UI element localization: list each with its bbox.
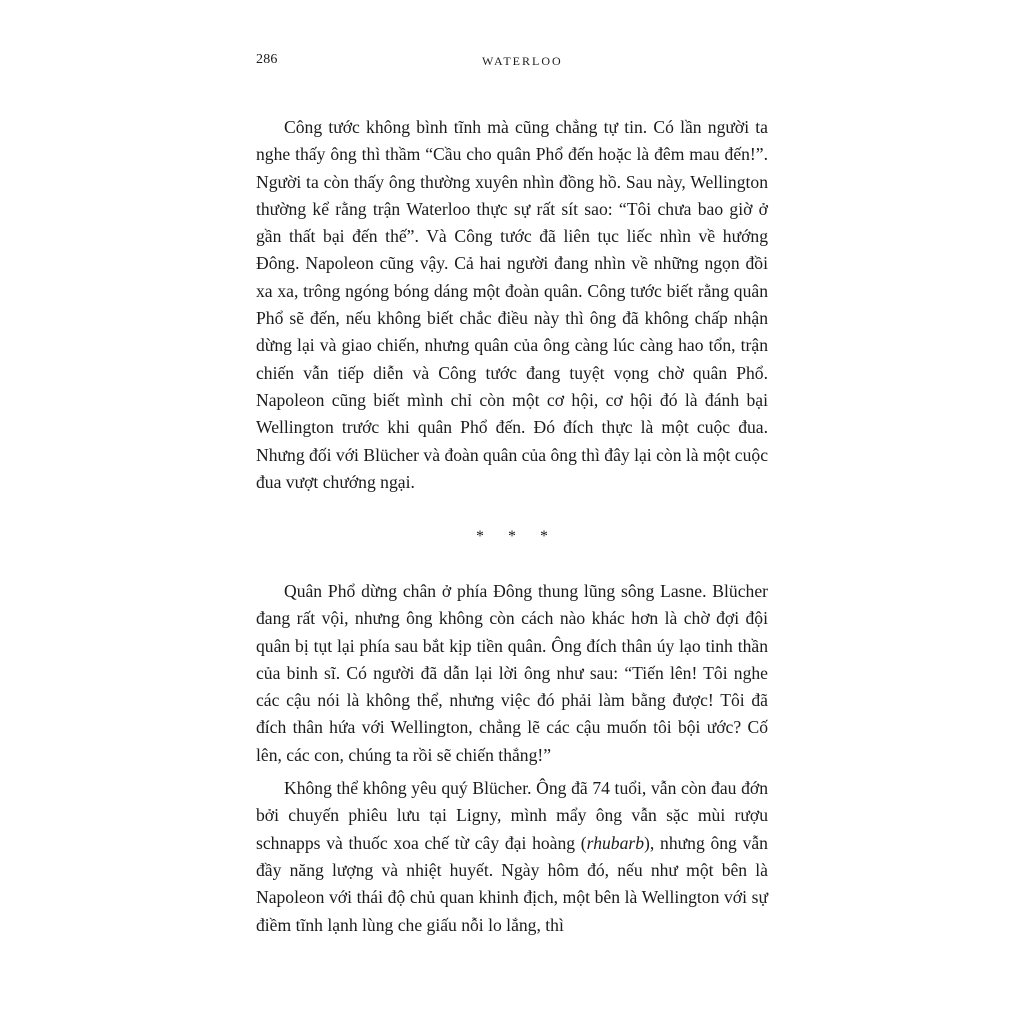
paragraph-3-part-2: ), nhưng ông vẫn đầy năng lượng và nhiệt huyết. Ngày hôm đó, nếu như một bên là Napoleon với thái độ chủ quan khinh địch, một bên là Wellington với sự điềm tĩnh lạnh lùng che giấu nỗi lo lắng, thì xyxy=(256,832,768,935)
text-block-after-break xyxy=(256,578,768,939)
paragraph-3-part-1: Không thể không yêu quý Blücher. Ông đã 74 tuổi, vẫn còn đau đớn bởi chuyến phiêu lưu tại Ligny, mình mẩy ông vẫn sặc mùi rượu schnapps và thuốc xoa chế từ cây đại hoàng ( xyxy=(256,778,768,853)
paragraph-1: Công tước không bình tĩnh mà cũng chẳng tự tin. Có lần người ta nghe thấy ông thì thầm “Cầu cho quân Phổ đến hoặc là đêm mau đến!”. Người ta còn thấy ông thường xuyên nhìn đồng hồ. Sau này, Wellington thường kể rằng trận Waterloo thực sự rất sít sao: “Tôi chưa bao giờ ở gần thất bại đến thế”. Và Công tước đã liên tục liếc nhìn về hướng Đông. Napoleon cũng vậy. Cả hai người đang nhìn về những ngọn đồi xa xa, trông ngóng bóng dáng một đoàn quân. Công tước biết rằng quân Phổ sẽ đến, nếu không biết chắc điều này thì ông đã không chấp nhận dừng lại và giao chiến, nhưng quân của ông càng lúc càng hao tổn, trận chiến vẫn tiếp diễn và Công tước đang tuyệt vọng chờ quân Phổ. Napoleon cũng biết mình chỉ còn một cơ hội, cơ hội đó là đánh bại Wellington trước khi quân Phổ đến. Đó đích thực là một cuộc đua. Nhưng đối với Blücher và đoàn quân của ông thì đây lại còn là một cuộc đua vượt chướng ngại. xyxy=(256,117,768,492)
paragraph-2: Quân Phổ dừng chân ở phía Đông thung lũng sông Lasne. Blücher đang rất vội, nhưng ông không còn cách nào khác hơn là chờ đợi đội quân bị tụt lại phía sau bắt kịp tiền quân. Ông đích thân úy lạo tinh thần của binh sĩ. Có người đã dẫn lại lời ông như sau: “Tiến lên! Tôi nghe các cậu nói là không thể, nhưng việc đó phải làm bằng được! Tôi đã đích thân hứa với Wellington, chẳng lẽ các cậu muốn tôi bội ước? Cố lên, các con, chúng ta rồi sẽ chiến thắng!” xyxy=(256,581,768,765)
section-break-asterisks: * * * xyxy=(476,528,558,545)
page-number: 286 xyxy=(256,52,278,67)
paragraph-3 xyxy=(256,775,768,939)
text-block-before-break xyxy=(256,114,768,496)
italic-term-rhubarb: rhubarb xyxy=(586,832,645,853)
running-header-title: WATERLOO xyxy=(482,54,563,68)
